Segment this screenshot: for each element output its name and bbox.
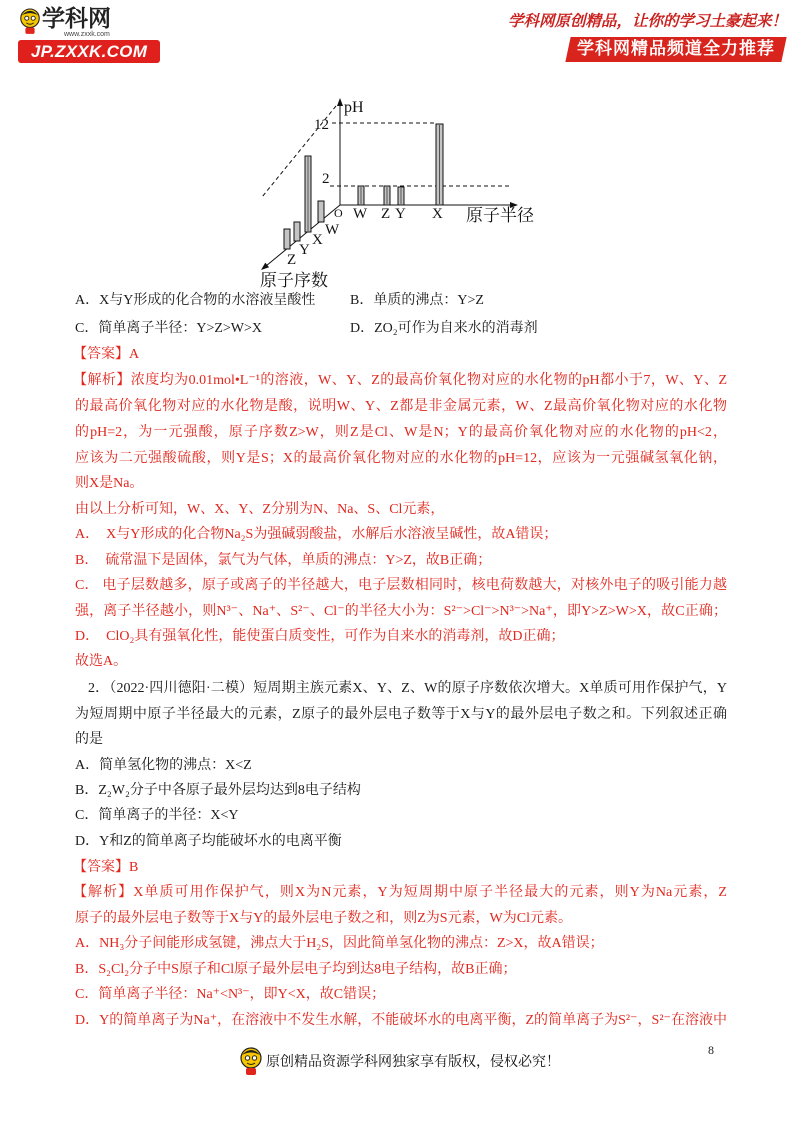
q2-analysis-line: B．S₂Cl₂分子中S原子和Cl原子最外层电子均到达8电子结构，故B正确； <box>75 962 517 977</box>
depth-label-z: Z <box>287 252 297 268</box>
q1-analysis-line: 的最高价氧化物对应的水化物是酸，说明W、Y、Z都是非金属元素，W、Z最高价氧化物对应的水化物 <box>75 399 727 414</box>
q2-analysis-line: D．Y的简单离子为Na⁺，在溶液中不发生水解，不能破坏水的电离平衡，Z的简单离子为S²⁻，S²⁻在溶液中 <box>75 1013 727 1028</box>
q2-option-b: B．Z₂W₂分子中各原子最外层均达到8电子结构 <box>75 783 361 798</box>
q1-analysis-line: B． 硫常温下是固体，氯气为气体，单质的沸点：Y>Z，故B正确； <box>75 553 492 568</box>
q2-analysis-line: A．NH₃分子间能形成氢键，沸点大于H₂S，因此简单氢化物的沸点：Z>X，故A错误； <box>75 936 604 951</box>
q1-analysis-line: 故选A。 <box>75 654 128 669</box>
q2-stem-line: 的是 <box>75 732 103 747</box>
q1-option-a: A．X与Y形成的化合物的水溶液呈酸性 <box>75 293 316 308</box>
q2-stem-line: 为短周期中原子半径最大的元素，Z原子的最外层电子数等于X与Y的最外层电子数之和。下列叙述正确 <box>75 707 727 722</box>
q1-option-b: B．单质的沸点：Y>Z <box>350 293 484 308</box>
depth-axis-arrow <box>261 263 269 270</box>
x-label-y: Y <box>395 206 406 222</box>
q1-analysis-line: 【解析】浓度均为0.01mol•L⁻¹的溶液，W、Y、Z的最高价氧化物对应的水化物的pH都小于7，W、Y、Z <box>73 373 727 388</box>
q1-option-c: C．简单离子半径：Y>Z>W>X <box>75 321 263 336</box>
x-label-x: X <box>432 206 443 222</box>
ph-atomic-radius-diagram <box>250 92 550 298</box>
logo-domain-box <box>18 40 160 63</box>
bar-number-y <box>294 222 300 241</box>
bar-number-z <box>284 229 290 249</box>
q2-option-d: D．Y和Z的简单离子均能破坏水的电离平衡 <box>75 834 342 849</box>
depth-label-x: X <box>312 232 323 248</box>
q1-analysis-line: 应该为二元强酸硫酸，则Y是S；X的最高价氧化物对应的水化物的pH=12，应该为一元强碱氢氧化钠， <box>75 451 727 466</box>
logo-mascot-icon <box>18 6 42 36</box>
q2-answer: 【答案】B <box>73 860 139 875</box>
x-label-w: W <box>353 206 368 222</box>
y-axis-arrow <box>337 98 343 106</box>
depth-label-w: W <box>325 222 340 238</box>
footer-copyright: 原创精品资源学科网独家享有版权，侵权必究！ <box>266 1055 560 1070</box>
origin-label: O <box>334 206 343 220</box>
y-tick-low: 2 <box>322 171 330 187</box>
q2-stem-line: 2．（2022·四川德阳·二模）短周期主族元素X、Y、Z、W的原子序数依次增大。X单质可用作保护气，Y <box>88 681 727 696</box>
q1-analysis-line: 则X是Na。 <box>75 476 144 491</box>
logo-brand-name: 学科网 <box>42 6 111 32</box>
footer-mascot-icon <box>238 1046 264 1076</box>
q1-analysis-line: 的pH=2，为一元强酸，原子序数Z>W，则Z是Cl、W是N；Y的最高价氧化物对应的水化物的pH<2， <box>75 425 727 440</box>
q1-analysis-line: 由以上分析可知，W、X、Y、Z分别为N、Na、S、Cl元素， <box>75 502 445 517</box>
q2-analysis-line: 【解析】X单质可用作保护气，则X为N元素，Y为短周期中原子半径最大的元素，则Y为Na元素，Z <box>73 885 727 900</box>
logo-site-url: www.zxxk.com <box>64 31 110 38</box>
page-number: 8 <box>708 1043 714 1057</box>
q1-analysis-line: 强，离子半径越小，则N³⁻、Na⁺、S²⁻、Cl⁻的半径大小为：S²⁻>Cl⁻>N³⁻>Na⁺，即Y>Z>W>X，故C正确； <box>75 604 727 619</box>
header-banner <box>565 37 786 62</box>
y-tick-high: 12 <box>314 117 329 133</box>
q2-option-a: A．简单氢化物的沸点：X<Z <box>75 758 252 773</box>
logo-domain-text: JP.ZXXK.COM <box>30 42 148 61</box>
depth-axis-title: 原子序数 <box>260 271 328 290</box>
q2-analysis-line: 原子的最外层电子数等于X与Y的最外层电子数之和，则Z为S元素，W为Cl元素。 <box>75 911 572 926</box>
x-axis-title: 原子半径 <box>466 206 534 225</box>
bar-number-w <box>318 201 324 222</box>
header-banner-text: 学科网精品频道全力推荐 <box>577 39 775 59</box>
q1-option-d: D．ZO₂可作为自来水的消毒剂 <box>350 321 538 336</box>
x-label-z: Z <box>381 206 391 222</box>
q2-analysis-line: C．简单离子半径：Na⁺<N³⁻，即Y<X，故C错误； <box>75 987 386 1002</box>
q1-answer: 【答案】A <box>73 347 140 362</box>
q1-analysis-line: D． ClO₂具有强氧化性，能使蛋白质变性，可作为自来水的消毒剂，故D正确； <box>75 629 565 644</box>
header-slogan: 学科网原创精品，让你的学习土豪起来！ <box>508 11 788 30</box>
depth-label-y: Y <box>299 242 310 258</box>
q1-analysis-line: A． X与Y形成的化合物Na₂S为强碱弱酸盐，水解后水溶液呈碱性，故A错误； <box>75 527 558 542</box>
q1-analysis-line: C． 电子层数越多，原子或离子的半径越大，电子层数相同时，核电荷数越大，对核外电子的吸引能力越 <box>75 578 727 593</box>
q2-option-c: C．简单离子的半径：X<Y <box>75 808 239 823</box>
y-axis-label: pH <box>344 99 364 116</box>
